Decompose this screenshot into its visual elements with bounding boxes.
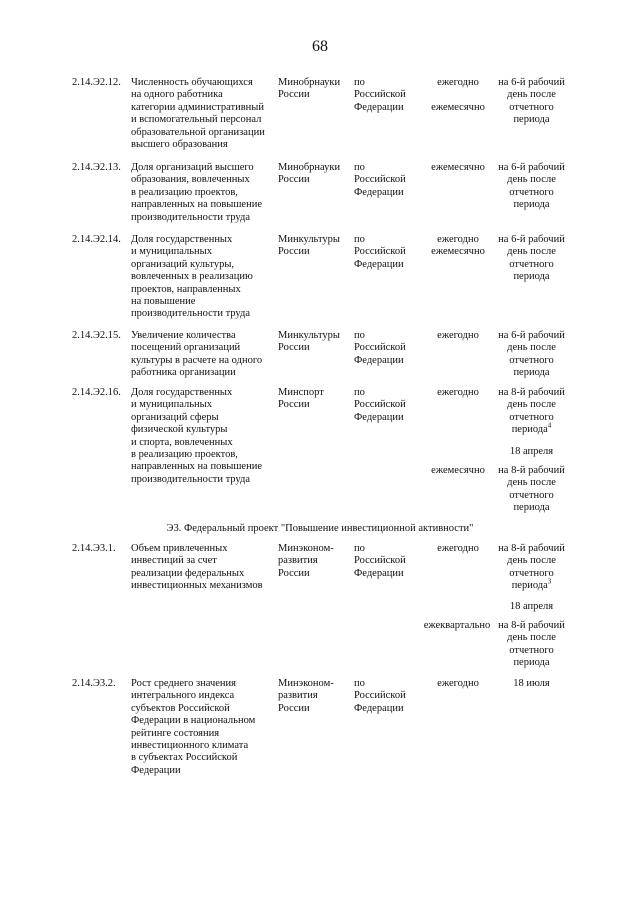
row-level: по Российской Федерации xyxy=(354,234,406,270)
row-periodicity: ежегодно xyxy=(437,678,479,689)
row-level: по Российской Федерации xyxy=(354,543,406,579)
row-periodicity-second: ежеквартально xyxy=(423,620,491,631)
row-periodicity-second: ежемесячно xyxy=(431,465,485,476)
row-level: по Российской Федерации xyxy=(354,77,406,113)
row-code: 2.14.Э2.15. xyxy=(72,330,121,341)
row-indicator: Доля организаций высшего образования, вовлеченных в реализацию проектов, направленных на повышение производительности труда xyxy=(131,162,262,223)
row-indicator: Увеличение количества посещений организаций культуры в расчете на одного работника организации xyxy=(131,330,263,379)
deadline-text: на 8-й рабочий день после отчетного периода xyxy=(498,543,565,592)
row-deadline-third: на 8-й рабочий день после отчетного периода xyxy=(498,465,565,514)
row-indicator: Доля государственных и муниципальных организаций сферы физической культуры и спорта, вовлеченных в реализацию проектов, направленных на повышение производительности труда xyxy=(131,387,262,485)
row-deadline-third: на 8-й рабочий день после отчетного периода xyxy=(498,620,565,669)
page-number: 68 xyxy=(312,38,328,55)
row-level: по Российской Федерации xyxy=(354,387,406,423)
row-code: 2.14.Э2.16. xyxy=(72,387,121,398)
row-agency: Минкультуры России xyxy=(278,330,340,354)
row-deadline xyxy=(494,543,569,593)
row-level: по Российской Федерации xyxy=(354,330,406,366)
row-code: 2.14.Э3.2. xyxy=(72,678,116,689)
row-code: 2.14.Э2.14. xyxy=(72,234,121,245)
row-agency: Минэконом- развития России xyxy=(278,543,334,579)
footnote-marker: 4 xyxy=(547,421,552,430)
row-indicator: Доля государственных и муниципальных организаций культуры, вовлеченных в реализацию проектов, направленных на повышение производительности труда xyxy=(131,234,253,320)
row-deadline-second: 18 апреля xyxy=(509,446,554,457)
row-deadline-second: 18 апреля xyxy=(509,601,554,612)
row-deadline: на 6-й рабочий день после отчетного периода xyxy=(498,234,565,283)
row-indicator: Численность обучающихся на одного работника категории административный и вспомогательный персонал образовательной организации высшего образования xyxy=(131,77,265,151)
row-agency: Минобрнауки России xyxy=(278,162,341,186)
row-deadline: на 6-й рабочий день после отчетного периода xyxy=(498,77,565,126)
row-agency: Минкультуры России xyxy=(278,234,340,258)
row-periodicity: ежегодно ежемесячно xyxy=(431,77,485,113)
row-periodicity: ежемесячно xyxy=(431,162,485,173)
footnote-marker: 3 xyxy=(547,577,552,586)
row-agency: Минспорт России xyxy=(278,387,324,411)
row-periodicity: ежегодно xyxy=(437,330,479,341)
row-deadline: на 6-й рабочий день после отчетного периода xyxy=(498,162,565,211)
row-level: по Российской Федерации xyxy=(354,678,406,714)
row-deadline xyxy=(494,387,569,437)
row-agency: Минобрнауки России xyxy=(278,77,341,101)
row-code: 2.14.Э2.12. xyxy=(72,77,121,88)
row-code: 2.14.Э2.13. xyxy=(72,162,121,173)
row-deadline: 18 июля xyxy=(513,678,550,689)
row-code: 2.14.Э3.1. xyxy=(72,543,116,554)
row-periodicity: ежегодно xyxy=(437,387,479,398)
row-deadline: на 6-й рабочий день после отчетного периода xyxy=(498,330,565,379)
row-level: по Российской Федерации xyxy=(354,162,406,198)
row-periodicity: ежегодно ежемесячно xyxy=(431,234,485,258)
deadline-text: на 8-й рабочий день после отчетного периода xyxy=(498,387,565,436)
section-title: Э3. Федеральный проект "Повышение инвестиционной активности" xyxy=(166,523,474,534)
row-indicator: Рост среднего значения интегрального индекса субъектов Российской Федерации в национальном рейтинге состояния инвестиционного климата в субъектах Российской Федерации xyxy=(131,678,256,776)
row-periodicity: ежегодно xyxy=(437,543,479,554)
row-agency: Минэконом- развития России xyxy=(278,678,334,714)
row-indicator: Объем привлеченных инвестиций за счет реализации федеральных инвестиционных механизмов xyxy=(131,543,263,592)
